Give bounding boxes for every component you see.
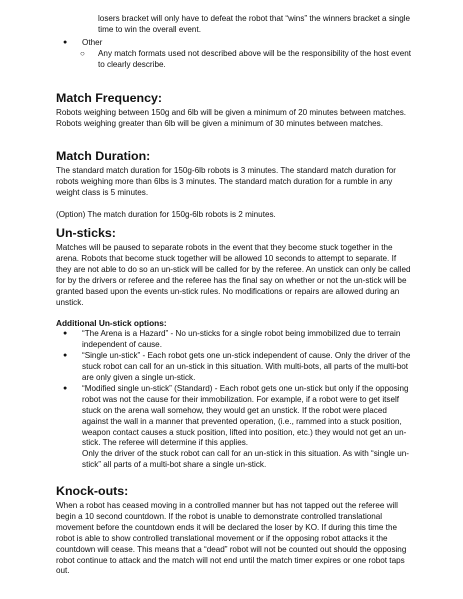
intro-continuation: losers bracket will only have to defeat the robot that “wins” the winners bracket a single time to win the overall event. [98, 14, 411, 34]
match-duration-heading: Match Duration: [56, 149, 151, 163]
match-frequency-body: Robots weighing between 150g and 6lb will be given a minimum of 20 minutes between matches. Robots weighing greater than 6lb will be given a minimum of 30 minutes between matches. [56, 108, 407, 128]
unstick-option-item [56, 384, 411, 449]
unstick-options-heading: Additional Un-stick options: [56, 318, 167, 329]
unstick-option-item [56, 351, 411, 384]
knockouts-body: When a robot has ceased moving in a controlled manner but has not tapped out the referee will begin a 10 second countdown. If the robot is unable to demonstrate controlled translational movement before the countdown ends it will be declared the loser by KO. If during this time the robot is able to show controlled translational movement or if the opposing robot attacks it the countdown will cease. This means that a “dead” robot will not be counted out should the opposing robot continue to attack and the match will not end until the match timer expires or one robot taps out. [56, 501, 407, 576]
unsticks-body: Matches will be paused to separate robots in the event that they become stuck together in the arena. Robots that become stuck together will be allowed 10 seconds to attempt to separate. If they are not able to do so an un-stick will be called for by the referee. An unstick can only be called for by the drivers or referee and the referee has the final say on whether or not the un-stick will be granted based upon the events un-stick rules. No modifications or repairs are allowed during an unstick. [56, 243, 411, 307]
other-list-item [56, 38, 411, 49]
intro-section [56, 14, 411, 71]
knockouts-section [56, 484, 411, 577]
bullet-icon: ● [63, 38, 68, 46]
unstick-option-item [56, 329, 411, 351]
unstick-option-text: “The Arena is a Hazard” - No un-sticks for a single robot being immobilized due to terrain independent of cause. [82, 329, 401, 350]
hollow-bullet-icon: ○ [80, 48, 85, 58]
unsticks-section [56, 226, 411, 471]
bullet-icon: ● [63, 330, 68, 338]
other-label: Other [82, 37, 103, 47]
unstick-option-text: “Single un-stick” - Each robot gets one un-stick independent of cause. Only the driver of the stuck robot can call for an un-stick in this situation. With multi-bots, all parts of the multi-bot are only given a single un-stick. [82, 351, 411, 382]
match-frequency-heading: Match Frequency: [56, 91, 163, 105]
other-sub-item [56, 49, 411, 71]
match-frequency-section [56, 91, 411, 130]
match-duration-option: (Option) The match duration for 150g-6lb robots is 2 minutes. [56, 209, 276, 219]
knockouts-heading: Knock-outs: [56, 484, 129, 498]
other-sub-text: Any match formats used not described above will be the responsibility of the host event to clearly describe. [98, 48, 411, 69]
unsticks-heading: Un-sticks: [56, 226, 116, 240]
unstick-option-text: “Modified single un-stick” (Standard) - Each robot gets one un-stick but only if the opposing robot was not the cause for their immobilization. For example, if a robot were to get itself stuck on the arena wall somehow, they would get an unstick. If the robot were placed against the wall in a manner that prevented operation, (i.e., rammed into a stuck position, weapon contact causes a stuck position, lifted into position, etc.) they would not get an un-stick. The referee will determine if this applies. [82, 383, 409, 448]
match-duration-section [56, 149, 411, 221]
match-duration-body: The standard match duration for 150g-6lb robots is 3 minutes. The standard match duration for robots weighing more than 6lbs is 3 minutes. The standard match duration for a rumble in any weight class is 5 minutes. [56, 166, 396, 197]
unstick-options-note: Only the driver of the stuck robot can call for an un-stick in this situation. As with “single un-stick” all parts of a multi-bot share a single un-stick. [82, 449, 409, 470]
bullet-icon: ● [63, 384, 68, 392]
bullet-icon: ● [63, 352, 68, 360]
